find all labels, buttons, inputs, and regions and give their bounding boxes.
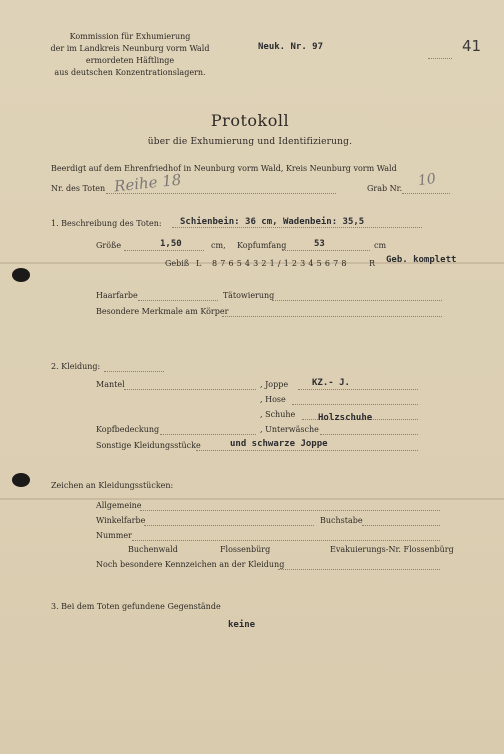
commission-line-4: aus deutschen Konzentrationslagern. [54,68,206,77]
section1-heading: 1. Beschreibung des Toten: [51,219,162,228]
schuhe-label: , Schuhe [260,410,296,419]
allgemeine-line [140,510,440,511]
buchenwald-label: Buchenwald [128,545,178,554]
sonstige-label: Sonstige Kleidungsstücke [96,441,201,450]
joppe-line [298,389,418,390]
buchstabe-line [362,525,440,526]
burial-line: Beerdigt auf dem Ehrenfriedhof in Neunburg vorm Wald, Kreis Neunburg vorm Wald [51,164,397,173]
gebiss-value: Geb. komplett [386,255,457,265]
kopfbedeckung-label: Kopfbedeckung [96,425,160,434]
groesse-value: 1,50 [160,239,182,249]
schuhe-value: Holzschuhe [318,413,373,423]
grab-label: Grab Nr. [367,184,403,193]
nummer-label: Nummer [96,531,132,540]
section3-heading: 3. Bei dem Toten gefundene Gegenstände [51,602,221,611]
kopfbedeckung-line [160,434,256,435]
measure-value: Schienbein: 36 cm, Wadenbein: 35,5 [180,217,365,227]
sonstige-value: und schwarze Joppe [230,439,328,449]
unterwaesche-label: , Unterwäsche [260,425,319,434]
flossenbuerg-label: Flossenbürg [220,545,271,554]
nummer-line [132,540,440,541]
groesse-line [124,250,204,251]
winkelfarbe-line [144,525,314,526]
merkmale-label: Besondere Merkmale am Körper [96,307,229,316]
buchstabe-label: Buchstabe [320,516,363,525]
reference-number: Neuk. Nr. 97 [258,42,324,52]
commission-line-3: ermordeten Häftlinge [85,56,175,65]
page-title: Protokoll [210,111,290,130]
section2-heading: 2. Kleidung: [51,362,101,371]
merkmale-line [222,316,442,317]
gebiss-L: L [196,259,202,268]
kopfumfang-label: Kopfumfang [237,241,287,250]
gebiss-R: R [369,259,376,268]
gebiss-label: Gebiß [165,259,190,268]
punch-hole [12,473,30,487]
evakuierung-label: Evakuierungs-Nr. Flossenbürg [330,545,454,554]
haarfarbe-label: Haarfarbe [96,291,138,300]
cm-label: cm, [211,241,226,250]
section3-value: keine [228,620,256,630]
noch-line [278,569,440,570]
haarfarbe-line [138,300,218,301]
page-subtitle: über die Exhumierung und Identifizierung. [147,137,353,147]
header-dash [428,58,452,59]
winkelfarbe-label: Winkelfarbe [96,516,146,525]
gebiss-digits: 8 7 6 5 4 3 2 1 / 1 2 3 4 5 6 7 8 [212,259,347,268]
taetowierung-label: Tätowierung [223,291,275,300]
kopfumfang-value: 53 [314,239,325,249]
nr-line [106,193,336,194]
noch-label: Noch besondere Kennzeichen an der Kleidung [96,560,285,569]
joppe-value: KZ.- J. [312,378,350,388]
taetowierung-line [272,300,442,301]
cm-label-2: cm [374,241,387,250]
allgemeine-label: Allgemeine [96,501,142,510]
commission-line-1: Kommission für Exhumierung [69,32,191,41]
page-number: 41 [462,37,482,55]
kopfumfang-line [282,250,370,251]
section2-line [104,371,164,372]
commission-line-2: der im Landkreis Neunburg vorm Wald [50,44,210,53]
hose-label: , Hose [260,395,286,404]
punch-hole [12,268,30,282]
nr-label: Nr. des Toten [51,184,106,193]
grab-handwritten: 10 [416,170,437,190]
hose-line [292,404,418,405]
section1-line [172,227,422,228]
grab-line [402,193,450,194]
nr-handwritten: Reihe 18 [113,170,183,196]
zeichen-heading: Zeichen an Kleidungsstücken: [51,481,174,490]
sonstige-line [196,450,418,451]
unterwaesche-line [320,434,418,435]
mantel-line [124,389,256,390]
joppe-label: , Joppe [260,380,289,389]
groesse-label: Größe [96,241,122,250]
paper-fold [0,498,504,500]
mantel-label: Mantel [96,380,125,389]
